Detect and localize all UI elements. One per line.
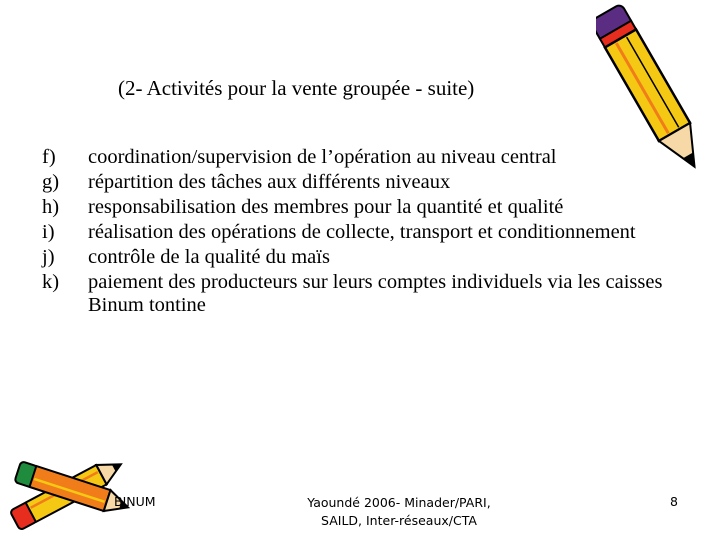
list-item-text: paiement des producteurs sur leurs comptes individuels via les caisses Binum tontine xyxy=(88,271,663,316)
footer-center-text xyxy=(272,494,526,530)
list-item-text: coordination/supervision de l’opération au niveau central xyxy=(88,146,557,168)
footer-center-line-1: Yaoundé 2006- Minader/PARI, xyxy=(307,495,491,510)
list-marker: h) xyxy=(42,196,60,218)
list-marker: i) xyxy=(42,221,55,243)
page-number: 8 xyxy=(670,494,678,509)
list-marker: g) xyxy=(42,171,60,193)
list-item xyxy=(42,171,682,194)
list-marker: f) xyxy=(42,146,56,168)
list-item xyxy=(42,271,682,317)
list-item-text: responsabilisation des membres pour la quantité et qualité xyxy=(88,196,564,218)
list-item-text: réalisation des opérations de collecte, transport et conditionnement xyxy=(88,221,636,243)
crossed-pencils-clipart-icon xyxy=(0,430,142,538)
footer-center-line-2: SAILD, Inter-réseaux/CTA xyxy=(321,513,477,528)
footer-left-text: BINUM xyxy=(114,494,156,509)
list-item-text: contrôle de la qualité du maïs xyxy=(88,246,330,268)
list-item xyxy=(42,221,682,244)
list-marker: k) xyxy=(42,271,60,293)
list-item xyxy=(42,146,682,169)
list-marker: j) xyxy=(42,246,55,268)
list-item xyxy=(42,196,682,219)
slide-title: (2- Activités pour la vente groupée - suite) xyxy=(118,76,475,100)
activity-list xyxy=(42,146,682,319)
list-item xyxy=(42,246,682,269)
list-item-text: répartition des tâches aux différents niveaux xyxy=(88,171,451,193)
